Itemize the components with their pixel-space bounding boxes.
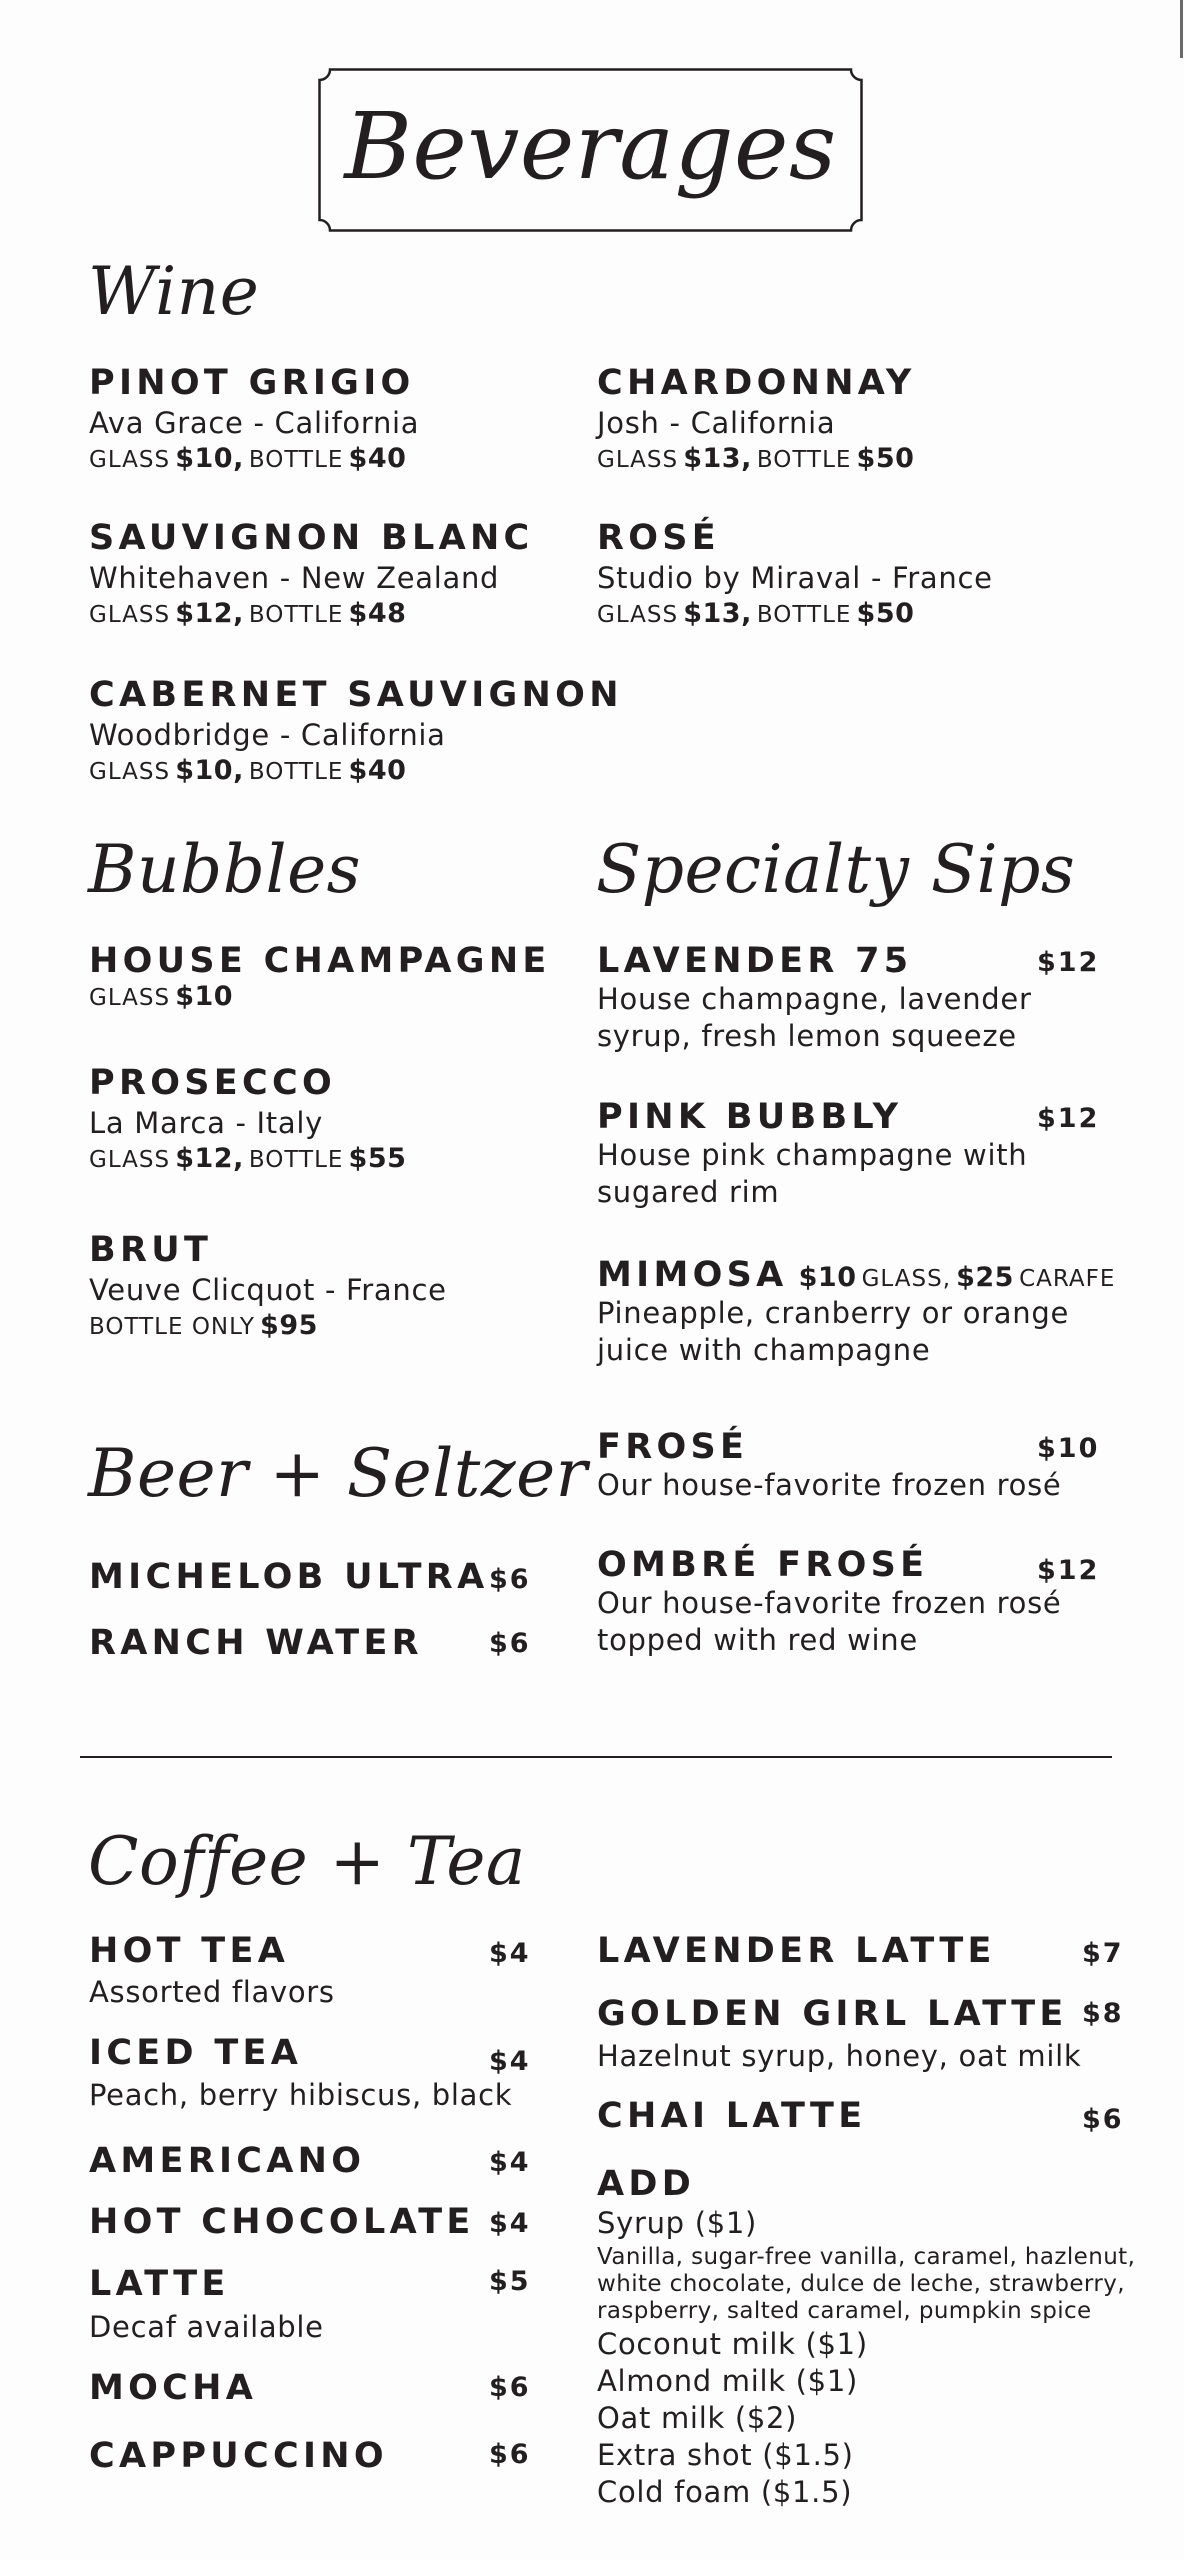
price-value: $95 (260, 1310, 318, 1341)
item-desc: Pineapple, cranberry or orange (597, 1296, 1069, 1330)
item-desc: Hazelnut syrup, honey, oat milk (597, 2039, 1082, 2073)
item-name: LATTE (89, 2264, 230, 2304)
price-value: $55 (348, 1143, 407, 1174)
price-label: GLASS (89, 447, 171, 473)
item-name: OMBRÉ FROSÉ (597, 1545, 929, 1585)
item-origin: Whitehaven - New Zealand (89, 561, 500, 595)
price-label: CARAFE (1019, 1266, 1116, 1292)
item-desc: Our house-favorite frozen rosé (597, 1468, 1062, 1502)
item-prices (89, 981, 551, 1012)
item-name: RANCH WATER (89, 1623, 423, 1663)
add-ons (597, 2163, 1137, 2511)
item-name: MIMOSA (597, 1255, 788, 1295)
item-desc: Our house-favorite frozen rosé (597, 1586, 1062, 1620)
price-label: BOTTLE ONLY (89, 1314, 255, 1340)
item-name: LAVENDER 75 (597, 941, 913, 981)
wine-heading: Wine (88, 253, 260, 330)
price-label: GLASS (89, 759, 171, 785)
item-origin: La Marca - Italy (89, 1106, 323, 1140)
price-label: BOTTLE (248, 602, 344, 628)
item-origin: Veuve Clicquot - France (89, 1273, 447, 1307)
beer-heading: Beer + Seltzer (88, 1435, 588, 1512)
item-price: $5 (489, 2266, 531, 2297)
price-value: $13, (683, 443, 752, 474)
item-name: ROSÉ (597, 518, 721, 558)
price-label: GLASS (89, 1147, 171, 1173)
price-value: $40 (348, 755, 407, 786)
price-label: BOTTLE (248, 759, 344, 785)
item-price: $6 (489, 2372, 531, 2403)
item-origin: Ava Grace - California (89, 406, 420, 440)
item-name: PINK BUBBLY (597, 1097, 903, 1137)
specialty-item (597, 1254, 1137, 1369)
price-label: GLASS (89, 602, 171, 628)
price-label: GLASS (89, 985, 171, 1011)
item-price: $4 (489, 1938, 531, 1969)
item-name: CHARDONNAY (597, 363, 916, 403)
add-heading: ADD (597, 2164, 696, 2204)
wine-item (89, 517, 534, 629)
item-desc: Assorted flavors (89, 1975, 335, 2009)
price-label: BOTTLE (756, 602, 852, 628)
item-price: $6 (489, 1628, 531, 1659)
specialty-item (597, 940, 1117, 1055)
item-price: $6 (489, 1564, 531, 1595)
item-name: AMERICANO (89, 2141, 366, 2181)
coffee-heading: Coffee + Tea (88, 1823, 526, 1900)
item-name: MOCHA (89, 2368, 258, 2408)
item-price: $10 (1037, 1433, 1100, 1464)
price-value: $50 (856, 598, 915, 629)
item-price: $6 (1082, 2104, 1124, 2135)
specialty-item (597, 1426, 1117, 1504)
price-label: GLASS, (861, 1266, 952, 1292)
price-value: $40 (348, 443, 407, 474)
item-name: ICED TEA (89, 2033, 303, 2073)
item-prices (89, 1310, 447, 1341)
item-prices (89, 1143, 406, 1174)
title-frame (318, 68, 863, 232)
item-price: $4 (489, 2046, 531, 2077)
wine-item (597, 517, 993, 629)
price-value: $10, (175, 443, 244, 474)
syrup-flavors: Vanilla, sugar-free vanilla, caramel, hazlenut, (597, 2244, 1136, 2270)
add-syrup: Syrup ($1) (597, 2206, 758, 2240)
item-origin: Woodbridge - California (89, 718, 446, 752)
add-extra: Oat milk ($2) (597, 2401, 798, 2435)
specialty-heading: Specialty Sips (596, 831, 1076, 908)
item-name: PINOT GRIGIO (89, 363, 415, 403)
item-price: $7 (1082, 1938, 1124, 1969)
item-desc: Peach, berry hibiscus, black (89, 2078, 513, 2112)
item-name: SAUVIGNON BLANC (89, 518, 534, 558)
item-name: HOT CHOCOLATE (89, 2202, 475, 2242)
price-label: GLASS (597, 602, 679, 628)
item-name: LAVENDER LATTE (597, 1931, 996, 1971)
add-extra: Extra shot ($1.5) (597, 2438, 854, 2472)
item-name: BRUT (89, 1230, 213, 1270)
wine-item (89, 674, 623, 786)
item-prices (89, 598, 534, 629)
item-price: $6 (489, 2439, 531, 2470)
price-value: $10, (175, 755, 244, 786)
item-desc: Decaf available (89, 2310, 324, 2344)
item-name: HOUSE CHAMPAGNE (89, 941, 551, 981)
item-prices (597, 443, 916, 474)
specialty-item (597, 1096, 1117, 1211)
syrup-flavors: white chocolate, dulce de leche, strawberry, (597, 2271, 1125, 2297)
bubbles-item (89, 1229, 447, 1341)
price-value: $12, (175, 598, 244, 629)
item-origin: Josh - California (597, 406, 836, 440)
item-name: HOT TEA (89, 1931, 290, 1971)
item-name: CABERNET SAUVIGNON (89, 675, 623, 715)
item-price: $12 (1037, 1555, 1100, 1586)
item-name: CAPPUCCINO (89, 2436, 388, 2476)
add-extra: Coconut milk ($1) (597, 2327, 868, 2361)
add-extra: Cold foam ($1.5) (597, 2475, 853, 2509)
price-value: $10 (175, 981, 234, 1012)
price-label: BOTTLE (248, 1147, 344, 1173)
item-name: CHAI LATTE (597, 2096, 867, 2136)
item-prices (597, 598, 993, 629)
item-origin: Studio by Miraval - France (597, 561, 993, 595)
item-name: PROSECCO (89, 1063, 336, 1103)
item-name: MICHELOB ULTRA (89, 1557, 489, 1597)
item-desc: topped with red wine (597, 1623, 918, 1657)
item-price: $12 (1037, 947, 1100, 978)
price-value: $12, (175, 1143, 244, 1174)
item-desc: sugared rim (597, 1175, 780, 1209)
edge-line (1180, 0, 1183, 58)
mimosa-title-row (597, 1254, 1137, 1296)
page-title: Beverages (344, 93, 837, 200)
item-prices (89, 755, 623, 786)
bubbles-heading: Bubbles (88, 831, 362, 908)
item-name: GOLDEN GIRL LATTE (597, 1994, 1068, 2034)
add-extra: Almond milk ($1) (597, 2364, 858, 2398)
wine-item (89, 362, 419, 474)
bubbles-item (89, 940, 551, 1012)
price-label: BOTTLE (248, 447, 344, 473)
item-price: $4 (489, 2147, 531, 2178)
item-price: $8 (1082, 1998, 1124, 2029)
item-desc: House champagne, lavender (597, 982, 1032, 1016)
price-label: GLASS (597, 447, 679, 473)
item-price: $4 (489, 2208, 531, 2239)
item-desc: House pink champagne with (597, 1138, 1028, 1172)
price-label: BOTTLE (756, 447, 852, 473)
item-desc: juice with champagne (597, 1333, 931, 1367)
specialty-item (597, 1544, 1117, 1659)
price-value: $10 (798, 1262, 857, 1293)
price-value: $13, (683, 598, 752, 629)
wine-item (597, 362, 916, 474)
item-prices (89, 443, 419, 474)
item-price: $12 (1037, 1103, 1100, 1134)
section-divider (80, 1756, 1112, 1758)
price-value: $25 (956, 1262, 1014, 1293)
price-value: $50 (856, 443, 915, 474)
syrup-flavors: raspberry, salted caramel, pumpkin spice (597, 2298, 1092, 2324)
item-desc: syrup, fresh lemon squeeze (597, 1019, 1017, 1053)
bubbles-item (89, 1062, 406, 1174)
price-value: $48 (348, 598, 407, 629)
item-name: FROSÉ (597, 1427, 749, 1467)
